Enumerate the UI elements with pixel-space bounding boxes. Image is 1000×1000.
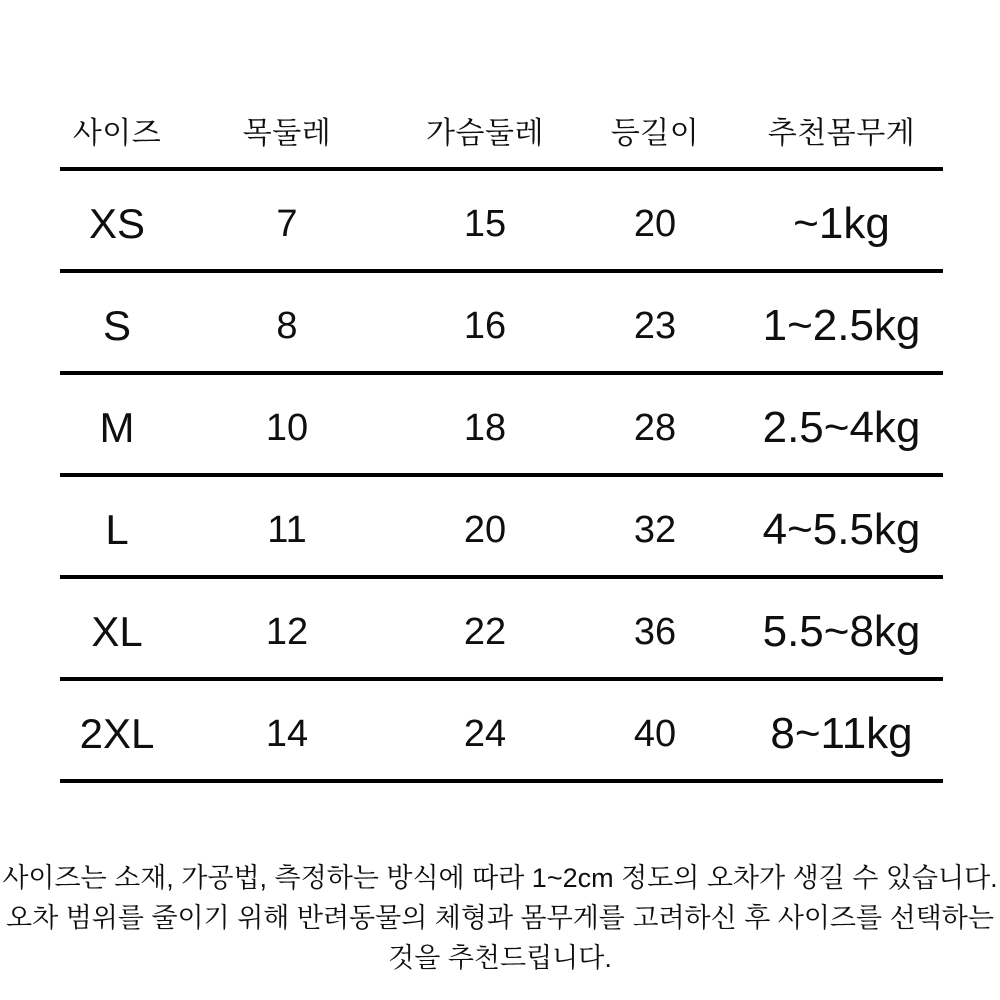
weight-value: 5.5~8kg: [762, 607, 921, 656]
size-chart-table: [60, 92, 943, 783]
weight-value: 4~5.5kg: [762, 505, 921, 554]
size-label: XS: [88, 200, 146, 247]
size-label: S: [102, 302, 131, 349]
column-header-chest: 가슴둘레: [426, 116, 544, 150]
chest-value: 18: [463, 406, 507, 449]
chest-value: 16: [463, 304, 507, 347]
size-label: M: [99, 404, 135, 451]
footnote-line-1: 사이즈는 소재, 가공법, 측정하는 방식에 따라 1~2cm 정도의 오차가 생길 수 있습니다.: [2, 863, 998, 893]
size-guide-footnote: [0, 858, 1000, 978]
table-row-l: [60, 477, 943, 579]
neck-value: 14: [265, 712, 309, 755]
back-value: 28: [633, 406, 677, 449]
chest-value: 22: [463, 610, 507, 653]
column-header-back: 등길이: [610, 116, 700, 150]
size-label: XL: [91, 608, 143, 655]
back-value: 32: [633, 508, 677, 551]
chest-value: 20: [463, 508, 507, 551]
weight-value: 8~11kg: [770, 709, 913, 758]
table-header-row: [60, 92, 943, 171]
column-header-weight: 추천몸무게: [767, 116, 916, 150]
back-value: 23: [633, 304, 677, 347]
neck-value: 11: [267, 508, 307, 551]
neck-value: 10: [265, 406, 309, 449]
chest-value: 15: [463, 202, 507, 245]
table-row-xl: [60, 579, 943, 681]
footnote-line-2: 오차 범위를 줄이기 위해 반려동물의 체형과 몸무게를 고려하신 후 사이즈를 선택하는것을 추천드립니다.: [6, 903, 994, 973]
weight-value: 1~2.5kg: [762, 301, 921, 350]
chest-value: 24: [463, 712, 507, 755]
neck-value: 7: [276, 202, 298, 245]
size-label: 2XL: [79, 710, 155, 757]
neck-value: 8: [276, 304, 298, 347]
back-value: 20: [633, 202, 677, 245]
column-header-size: 사이즈: [72, 116, 162, 150]
table-row-s: [60, 273, 943, 375]
table-row-2xl: [60, 681, 943, 783]
column-header-neck: 목둘레: [242, 116, 332, 150]
back-value: 36: [633, 610, 677, 653]
neck-value: 12: [265, 610, 309, 653]
back-value: 40: [633, 712, 677, 755]
table-row-m: [60, 375, 943, 477]
table-row-xs: [60, 171, 943, 273]
size-label: L: [105, 506, 129, 553]
weight-value: ~1kg: [793, 199, 890, 248]
weight-value: 2.5~4kg: [762, 403, 921, 452]
